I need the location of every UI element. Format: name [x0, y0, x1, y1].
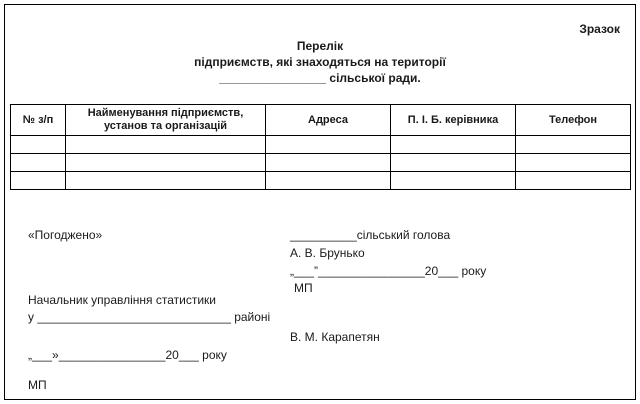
document-title: [0, 38, 640, 86]
table-row: [11, 154, 631, 172]
table-header-row: [11, 105, 631, 136]
table-cell: [11, 154, 66, 172]
village-head-name: А. В. Брунько: [290, 246, 365, 260]
table-row: [11, 136, 631, 154]
statistics-chief-title: Начальник управління статистики: [28, 293, 216, 307]
column-header-chief: П. І. Б. керівника: [391, 105, 516, 136]
title-line-1: Перелік: [296, 39, 344, 53]
column-header-number: № з/п: [11, 105, 66, 136]
table-cell: [11, 172, 66, 190]
table-cell: [266, 136, 391, 154]
statistics-district-line: у _____________________________ районі: [28, 310, 271, 324]
statistics-chief-name: В. М. Карапетян: [290, 330, 380, 344]
enterprises-table: [10, 104, 631, 190]
table-cell: [391, 172, 516, 190]
column-header-name: Найменування підприємств, установ та організацій: [66, 105, 266, 136]
table-cell: [516, 172, 631, 190]
title-line-2: підприємств, які знаходяться на території: [194, 55, 446, 69]
table-cell: [11, 136, 66, 154]
statistics-date-line: „___»________________20___ року: [28, 348, 227, 362]
title-line-3: ________________ сільської ради.: [219, 71, 421, 85]
table-cell: [66, 154, 266, 172]
table-cell: [266, 154, 391, 172]
sample-label: Зразок: [579, 22, 620, 36]
village-head-date-line: „___”________________20___ року: [290, 264, 487, 278]
table-cell: [66, 136, 266, 154]
table-cell: [516, 136, 631, 154]
table-cell: [391, 154, 516, 172]
statistics-stamp-label: МП: [28, 378, 47, 392]
table-cell: [66, 172, 266, 190]
table-cell: [516, 154, 631, 172]
agreed-label: «Погоджено»: [28, 228, 103, 242]
village-head-signature-line: __________сільський голова: [290, 228, 451, 242]
column-header-address: Адреса: [266, 105, 391, 136]
table-cell: [391, 136, 516, 154]
table-cell: [266, 172, 391, 190]
village-head-stamp-label: МП: [294, 281, 313, 295]
column-header-phone: Телефон: [516, 105, 631, 136]
table-row: [11, 172, 631, 190]
